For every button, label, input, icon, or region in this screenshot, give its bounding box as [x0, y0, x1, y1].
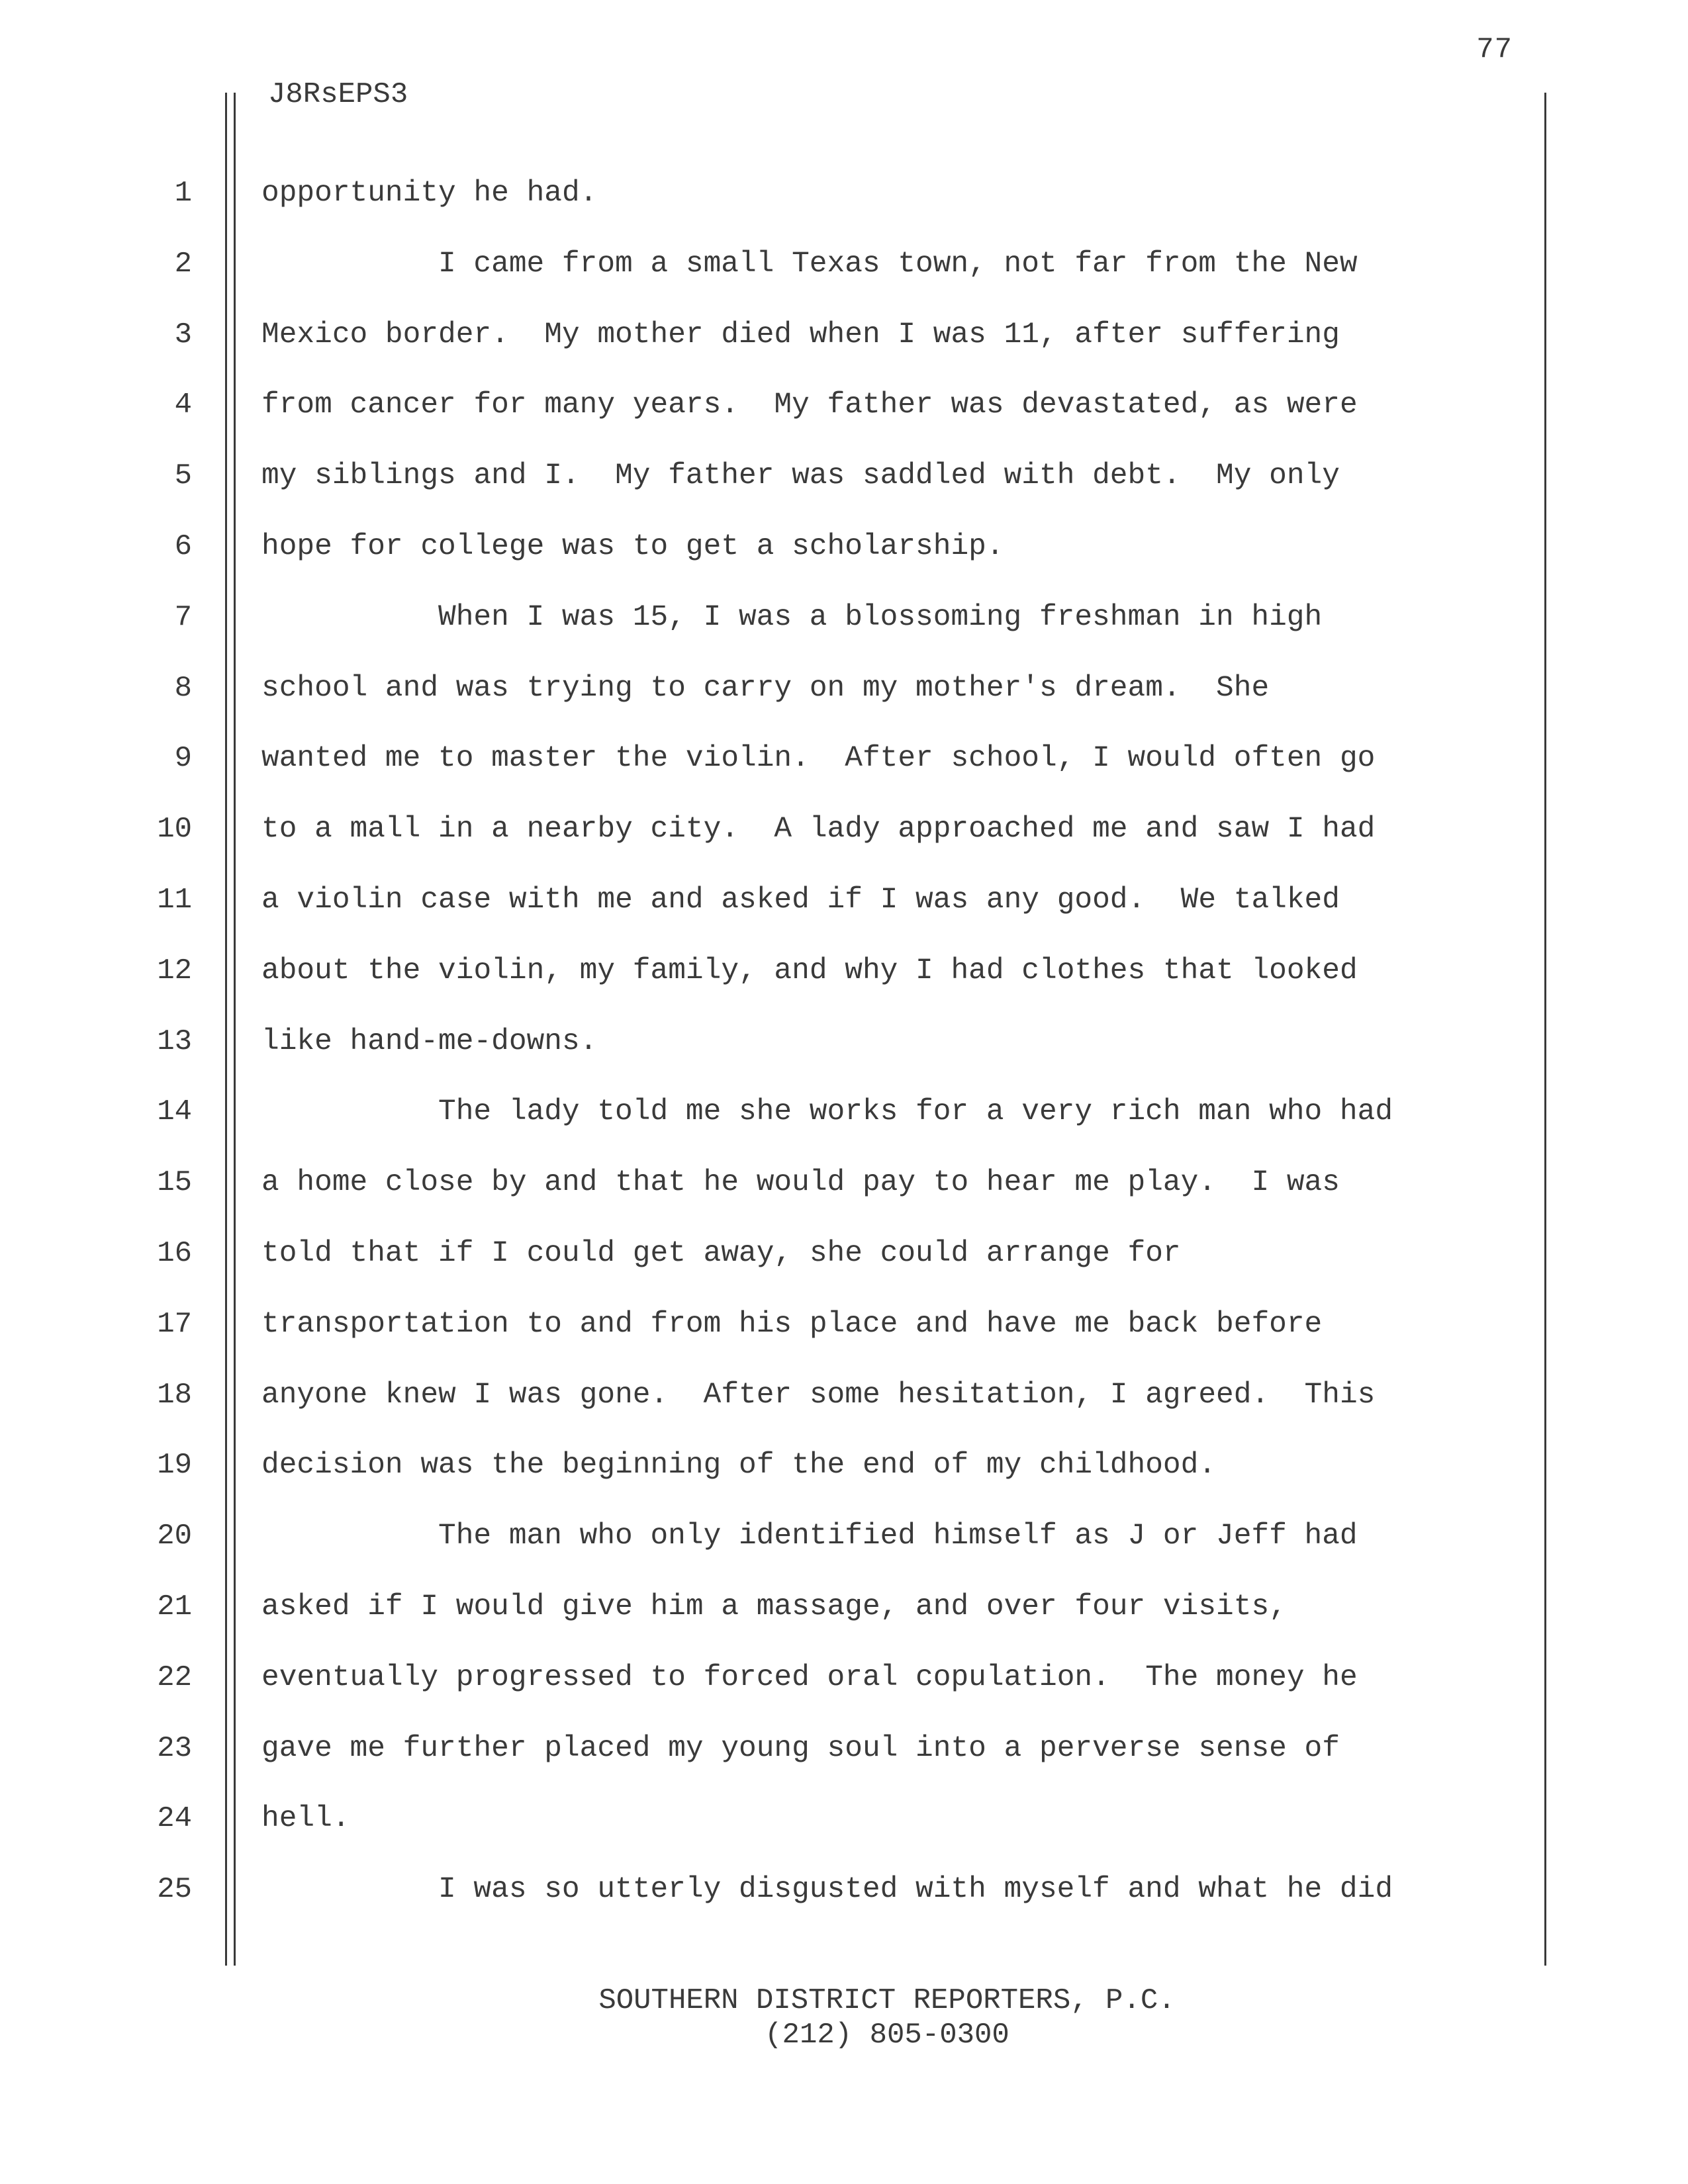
line-text: gave me further placed my young soul into a perverse sense of [261, 1732, 1340, 1765]
line-number: 4 [174, 388, 192, 422]
transcript-line [0, 1799, 1688, 1839]
line-text: I was so utterly disgusted with myself and what he did [438, 1873, 1393, 1906]
line-number: 22 [157, 1661, 192, 1694]
line-text: eventually progressed to forced oral copulation. The money he [261, 1661, 1358, 1694]
line-number: 23 [157, 1732, 192, 1765]
line-number: 5 [174, 459, 192, 492]
line-number: 24 [157, 1802, 192, 1835]
line-text: decision was the beginning of the end of my childhood. [261, 1449, 1217, 1482]
line-number: 12 [157, 954, 192, 987]
transcript-line [0, 1375, 1688, 1415]
line-number: 13 [157, 1025, 192, 1058]
transcript-line [0, 456, 1688, 496]
line-number: 6 [174, 530, 192, 563]
line-text: anyone knew I was gone. After some hesitation, I agreed. This [261, 1379, 1376, 1412]
transcript-line [0, 598, 1688, 637]
transcript-line [0, 1729, 1688, 1768]
transcript-line [0, 244, 1688, 284]
line-number: 9 [174, 742, 192, 775]
line-number: 15 [157, 1166, 192, 1199]
line-text: asked if I would give him a massage, and over four visits, [261, 1590, 1287, 1623]
line-text: told that if I could get away, she could arrange for [261, 1237, 1181, 1270]
transcript-line [0, 1092, 1688, 1132]
transcript-line [0, 1445, 1688, 1485]
line-number: 3 [174, 318, 192, 351]
line-text: Mexico border. My mother died when I was 11, after suffering [261, 318, 1340, 351]
line-text: school and was trying to carry on my mother's dream. She [261, 672, 1270, 705]
line-text: wanted me to master the violin. After school, I would often go [261, 742, 1376, 775]
transcript-line [0, 1163, 1688, 1203]
transcript-line [0, 880, 1688, 920]
line-text: hope for college was to get a scholarship. [261, 530, 1004, 563]
transcript-line [0, 809, 1688, 849]
footer-phone: (212) 805-0300 [765, 2019, 1009, 2052]
line-text: from cancer for many years. My father was devastated, as were [261, 388, 1358, 422]
transcript-line [0, 739, 1688, 778]
line-text: like hand-me-downs. [261, 1025, 598, 1058]
line-text: The lady told me she works for a very rich man who had [438, 1095, 1393, 1128]
line-text: transportation to and from his place and have me back before [261, 1308, 1323, 1341]
line-text: When I was 15, I was a blossoming freshman in high [438, 601, 1323, 634]
line-number: 21 [157, 1590, 192, 1623]
page-number: 77 [1476, 33, 1513, 66]
line-text: The man who only identified himself as J or Jeff had [438, 1520, 1358, 1553]
line-number: 20 [157, 1520, 192, 1553]
transcript-line [0, 1304, 1688, 1344]
transcript-line [0, 1022, 1688, 1062]
line-number: 10 [157, 813, 192, 846]
transcript-line [0, 1516, 1688, 1556]
case-identifier: J8RsEPS3 [268, 78, 408, 111]
transcript-line [0, 1658, 1688, 1698]
line-text: hell. [261, 1802, 350, 1835]
transcript-line [0, 951, 1688, 991]
transcript-line [0, 527, 1688, 567]
transcript-line [0, 385, 1688, 425]
transcript-line [0, 1234, 1688, 1273]
line-number: 1 [174, 177, 192, 210]
footer-reporter-name: SOUTHERN DISTRICT REPORTERS, P.C. [598, 1984, 1176, 2017]
line-text: my siblings and I. My father was saddled with debt. My only [261, 459, 1340, 492]
line-text: to a mall in a nearby city. A lady approached me and saw I had [261, 813, 1376, 846]
line-number: 16 [157, 1237, 192, 1270]
line-number: 7 [174, 601, 192, 634]
transcript-line [0, 1870, 1688, 1909]
line-text: a violin case with me and asked if I was any good. We talked [261, 884, 1340, 917]
transcript-line [0, 173, 1688, 213]
line-number: 17 [157, 1308, 192, 1341]
line-number: 18 [157, 1379, 192, 1412]
line-text: about the violin, my family, and why I had clothes that looked [261, 954, 1358, 987]
line-text: I came from a small Texas town, not far from the New [438, 248, 1358, 281]
line-text: opportunity he had. [261, 177, 598, 210]
line-number: 11 [157, 884, 192, 917]
line-number: 25 [157, 1873, 192, 1906]
line-number: 19 [157, 1449, 192, 1482]
transcript-line [0, 668, 1688, 708]
line-number: 8 [174, 672, 192, 705]
line-text: a home close by and that he would pay to hear me play. I was [261, 1166, 1340, 1199]
line-number: 14 [157, 1095, 192, 1128]
transcript-line [0, 315, 1688, 355]
transcript-line [0, 1587, 1688, 1627]
line-number: 2 [174, 248, 192, 281]
